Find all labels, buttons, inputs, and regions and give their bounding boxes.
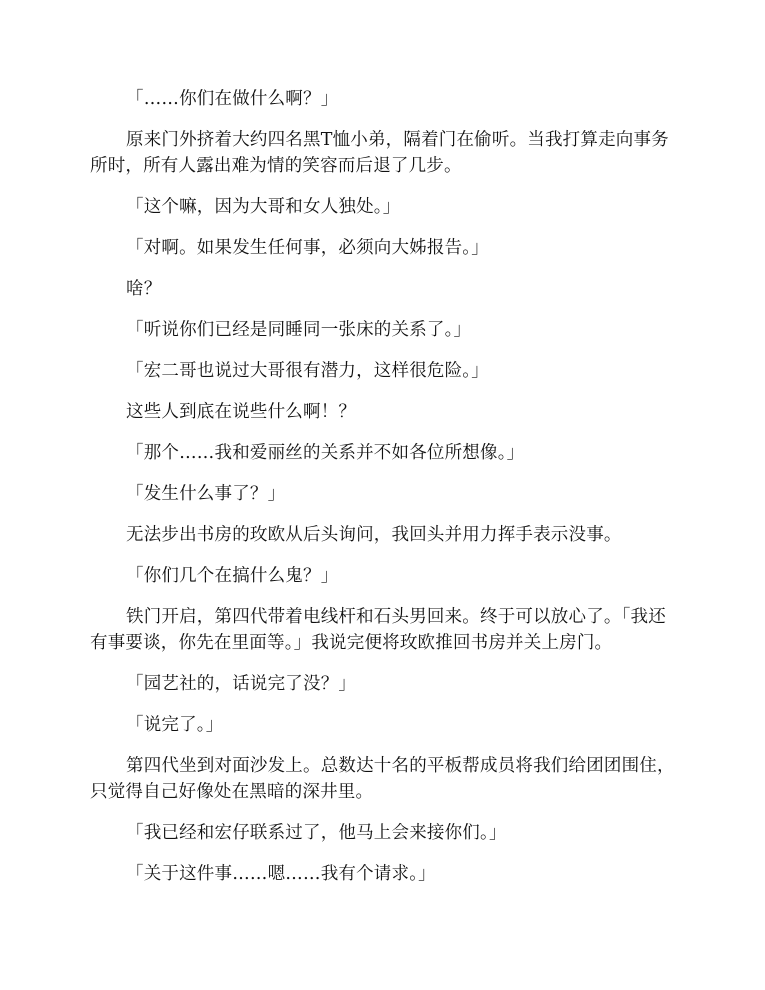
paragraph: 「那个……我和爱丽丝的关系并不如各位所想像。」 [126, 443, 525, 463]
paragraph: 无法步出书房的玫欧从后头询问，我回头并用力挥手表示没事。 [126, 525, 622, 545]
paragraph: 「关于这件事……嗯……我有个请求。」 [126, 864, 436, 884]
paragraph: 铁门开启，第四代带着电线杆和石头男回来。终于可以放心了。「我还有事要谈，你先在里面等。」我说完便将玫欧推回书房并关上房门。 [90, 607, 666, 653]
paragraph: 「宏二哥也说过大哥很有潜力，这样很危险。」 [126, 361, 489, 381]
paragraph: 原来门外挤着大约四名黑T恤小弟，隔着门在偷听。当我打算走向事务所时，所有人露出难为情的笑容而后退了几步。 [90, 130, 669, 176]
paragraph: 「发生什么事了？」 [126, 484, 286, 504]
novel-page [90, 86, 680, 902]
paragraph: 「……你们在做什么啊？」 [126, 89, 339, 109]
paragraph: 啥？ [126, 279, 162, 299]
paragraph: 「听说你们已经是同睡同一张床的关系了。」 [126, 320, 472, 340]
paragraph: 「这个嘛，因为大哥和女人独处。」 [126, 197, 401, 217]
paragraph: 这些人到底在说些什么啊！？ [126, 402, 357, 422]
paragraph: 「你们几个在搞什么鬼？」 [126, 566, 339, 586]
paragraph: 「我已经和宏仔联系过了，他马上会来接你们。」 [126, 823, 507, 843]
paragraph: 「园艺社的，话说完了没？」 [126, 674, 357, 694]
paragraph: 「说完了。」 [126, 715, 224, 735]
paragraph: 「对啊。如果发生任何事，必须向大姊报告。」 [126, 238, 489, 258]
paragraph: 第四代坐到对面沙发上。总数达十名的平板帮成员将我们给团团围住，只觉得自己好像处在黑暗的深井里。 [90, 756, 675, 802]
